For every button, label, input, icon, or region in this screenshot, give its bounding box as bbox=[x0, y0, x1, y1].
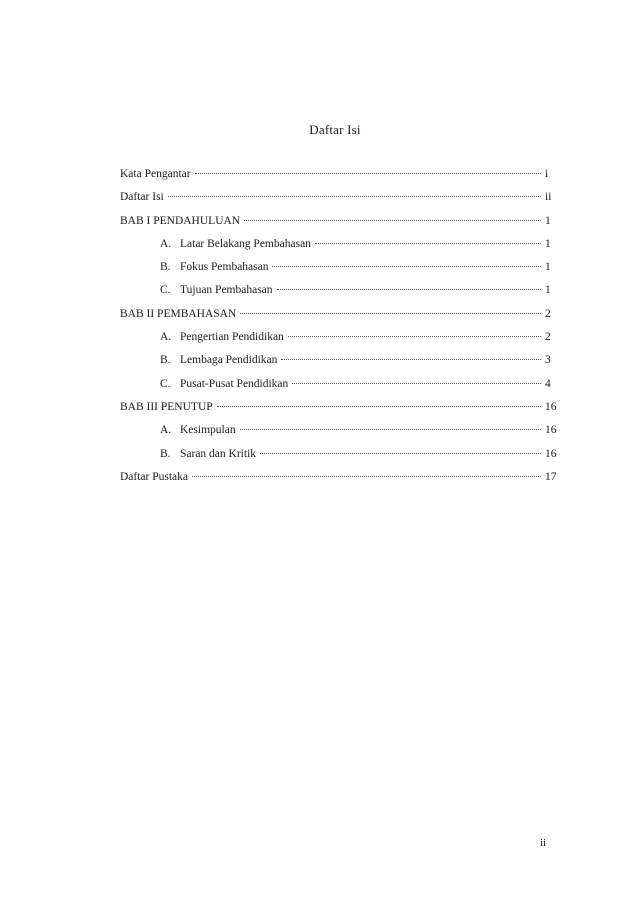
toc-entry bbox=[120, 378, 557, 401]
toc-entry bbox=[120, 238, 557, 261]
toc-entry-page: 2 bbox=[545, 307, 551, 320]
table-of-contents bbox=[120, 168, 557, 494]
toc-entry-letter: A. bbox=[160, 331, 172, 344]
dot-leader bbox=[281, 359, 541, 360]
toc-entry-label: Saran dan Kritik bbox=[180, 447, 257, 460]
toc-entry-label: Daftar Pustaka bbox=[120, 470, 189, 483]
toc-entry bbox=[120, 284, 557, 307]
toc-entry-label: Fokus Pembahasan bbox=[180, 261, 269, 274]
toc-entry-letter: A. bbox=[160, 424, 172, 437]
toc-entry bbox=[120, 354, 557, 377]
dot-leader bbox=[288, 336, 541, 337]
toc-entry-page: 1 bbox=[545, 214, 551, 227]
toc-entry bbox=[120, 471, 557, 494]
dot-leader bbox=[195, 173, 541, 174]
dot-leader bbox=[260, 453, 541, 454]
toc-entry-letter: C. bbox=[160, 377, 171, 390]
toc-entry-page: 16 bbox=[545, 424, 557, 437]
toc-entry-letter: B. bbox=[160, 354, 171, 367]
toc-entry-letter: B. bbox=[160, 261, 171, 274]
toc-entry-page: 1 bbox=[545, 284, 551, 297]
toc-entry-page: 4 bbox=[545, 377, 551, 390]
dot-leader bbox=[240, 429, 541, 430]
toc-entry bbox=[120, 331, 557, 354]
toc-entry bbox=[120, 424, 557, 447]
toc-entry-page: 17 bbox=[545, 470, 557, 483]
toc-entry bbox=[120, 168, 557, 191]
toc-entry-label: Pengertian Pendidikan bbox=[180, 331, 284, 344]
toc-entry-label: BAB I PENDAHULUAN bbox=[120, 214, 241, 227]
toc-entry bbox=[120, 191, 557, 214]
dot-leader bbox=[315, 243, 541, 244]
toc-entry bbox=[120, 215, 557, 238]
toc-entry-page: 1 bbox=[545, 261, 551, 274]
toc-entry bbox=[120, 448, 557, 471]
toc-entry-page: 16 bbox=[545, 447, 557, 460]
toc-entry-label: Pusat-Pusat Pendidikan bbox=[180, 377, 289, 390]
toc-entry-page: 16 bbox=[545, 400, 557, 413]
toc-entry-page: 2 bbox=[545, 331, 551, 344]
dot-leader bbox=[192, 476, 541, 477]
toc-entry-letter: B. bbox=[160, 447, 171, 460]
dot-leader bbox=[217, 406, 541, 407]
toc-entry-page: 1 bbox=[545, 237, 551, 250]
toc-entry-label: Kesimpulan bbox=[180, 424, 236, 437]
toc-entry-label: BAB II PEMBAHASAN bbox=[120, 307, 237, 320]
dot-leader bbox=[168, 196, 541, 197]
toc-entry bbox=[120, 261, 557, 284]
toc-entry-label: Kata Pengantar bbox=[120, 168, 191, 180]
dot-leader bbox=[272, 266, 541, 267]
page-number: ii bbox=[540, 837, 547, 849]
toc-entry-letter: C. bbox=[160, 284, 171, 297]
toc-entry-page: 3 bbox=[545, 354, 551, 367]
toc-entry-letter: A. bbox=[160, 237, 172, 250]
toc-entry-label: Daftar Isi bbox=[120, 191, 164, 204]
toc-entry-label: Tujuan Pembahasan bbox=[180, 284, 273, 297]
toc-entry bbox=[120, 401, 557, 424]
page-title: Daftar Isi bbox=[309, 122, 361, 137]
toc-entry-label: Lembaga Pendidikan bbox=[180, 354, 278, 367]
dot-leader bbox=[277, 289, 541, 290]
toc-entry-label: BAB III PENUTUP bbox=[120, 400, 213, 413]
dot-leader bbox=[240, 313, 541, 314]
toc-entry-page: ii bbox=[545, 191, 552, 204]
toc-entry-label: Latar Belakang Pembahasan bbox=[180, 237, 311, 250]
dot-leader bbox=[292, 383, 541, 384]
toc-entry-page: i bbox=[545, 168, 549, 180]
toc-entry bbox=[120, 308, 557, 331]
dot-leader bbox=[244, 220, 541, 221]
